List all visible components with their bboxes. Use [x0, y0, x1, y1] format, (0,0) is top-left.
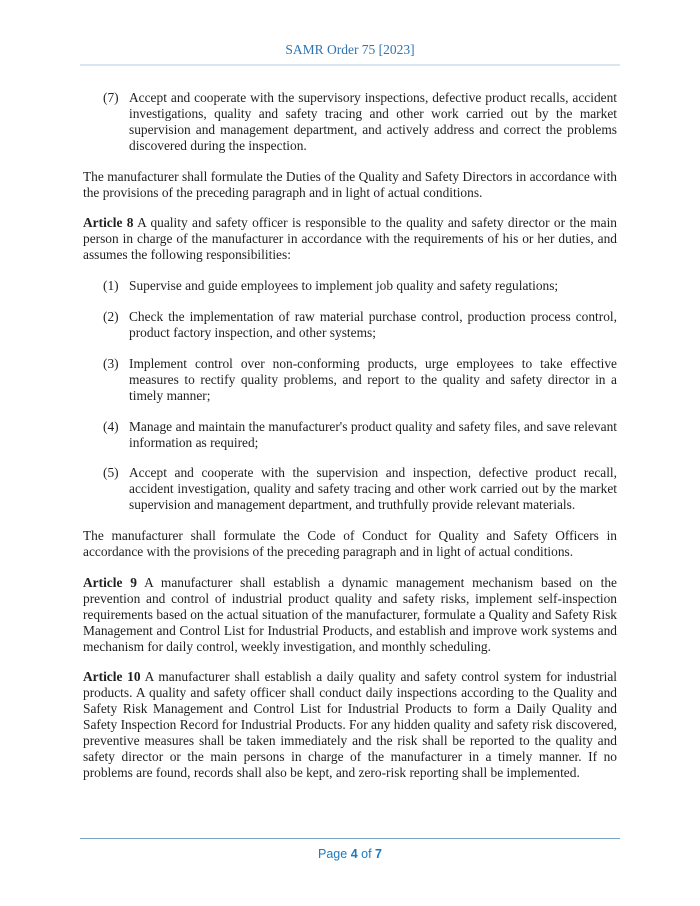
- list-item-number: (7): [103, 90, 119, 105]
- list-item-5: [103, 465, 617, 513]
- list-item-number: (2): [103, 309, 119, 325]
- list-item-number: (1): [103, 278, 119, 294]
- list-item-number: (3): [103, 355, 119, 371]
- article-10-text: A manufacturer shall establish a daily quality and safety control system for industrial products. A quality and safety officer shall conduct daily inspections according to the Quality and Safety Risk Management and Control List for Industrial Products to form a Daily Quality and Safety Inspection Record for Industrial Products. For any hidden quality and safety risk discovered, preventive measures shall be taken immediately and the risk shall be reported to the quality and safety director or the main persons in charge of the manufacturer in a timely manner. If no problems are found, records shall also be kept, and zero-risk reporting shall be implemented.: [83, 669, 617, 780]
- list-item-text: Accept and cooperate with the supervisory inspections, defective product recalls, accident investigations, quality and safety tracing and other work carried out by the market supervision and management department, and actively address and correct the problems discovered during the inspection.: [129, 90, 617, 153]
- article-9-text: A manufacturer shall establish a dynamic management mechanism based on the prevention and control of industrial product quality and safety risks, implement self-inspection requirements based on the actual situation of the manufacturer, formulate a Quality and Safety Risk Management and Control List for Industrial Products, and establish and improve work systems and mechanism for daily control, weekly investigation, and monthly scheduling.: [83, 574, 618, 654]
- list-item-4: [103, 419, 617, 451]
- list-item-2: [103, 309, 617, 341]
- list-item-text: Accept and cooperate with the supervision and inspection, defective product recall, accident investigation, quality and safety tracing and other work carried out by the market supervision and management department, and truthfully provide relevant materials.: [129, 465, 617, 513]
- list-item-text: Implement control over non-conforming products, urge employees to take effective measures to rectify quality problems, and report to the quality and safety director in a timely manner;: [129, 355, 617, 403]
- list-item-text: Check the implementation of raw material purchase control, production process control, product factory inspection, and other systems;: [129, 309, 617, 340]
- current-page-number: 4: [350, 847, 358, 861]
- list-item-number: (4): [103, 418, 119, 434]
- paragraph-article-10: [83, 669, 617, 780]
- paragraph-article-9: [83, 575, 617, 655]
- list-item-7: [103, 90, 617, 154]
- page-number-footer: [0, 846, 700, 862]
- page-label-separator: of: [361, 847, 372, 861]
- article-10-label: Article 10: [83, 669, 141, 685]
- list-item-text: Supervise and guide employees to implement job quality and safety regulations;: [129, 278, 559, 294]
- paragraph-duties: The manufacturer shall formulate the Duties of the Quality and Safety Directors in accordance with the provisions of the preceding paragraph and in light of actual conditions.: [83, 168, 617, 200]
- paragraph-code-of-conduct: The manufacturer shall formulate the Code of Conduct for Quality and Safety Officers in accordance with the provisions of the preceding paragraph and in light of actual conditions.: [83, 528, 617, 560]
- list-item-1: [103, 278, 617, 294]
- paragraph-article-8: [83, 215, 617, 263]
- list-item-3: [103, 356, 617, 404]
- list-item-text: Manage and maintain the manufacturer's product quality and safety files, and save relevant information as required;: [129, 418, 617, 450]
- total-page-count: 7: [375, 847, 382, 861]
- header-rule: [80, 64, 620, 66]
- list-item-number: (5): [103, 465, 119, 481]
- article-9-label: Article 9: [83, 574, 137, 590]
- document-header-title: SAMR Order 75 [2023]: [285, 42, 415, 57]
- footer-rule: [80, 838, 620, 839]
- document-body: [83, 90, 617, 781]
- article-8-text: A quality and safety officer is responsible to the quality and safety director or the main person in charge of the manufacturer in accordance with the requirements of his or her duties, and assumes the following responsibilities:: [83, 215, 618, 263]
- page-label-prefix: Page: [318, 847, 348, 861]
- article-8-label: Article 8: [83, 215, 134, 231]
